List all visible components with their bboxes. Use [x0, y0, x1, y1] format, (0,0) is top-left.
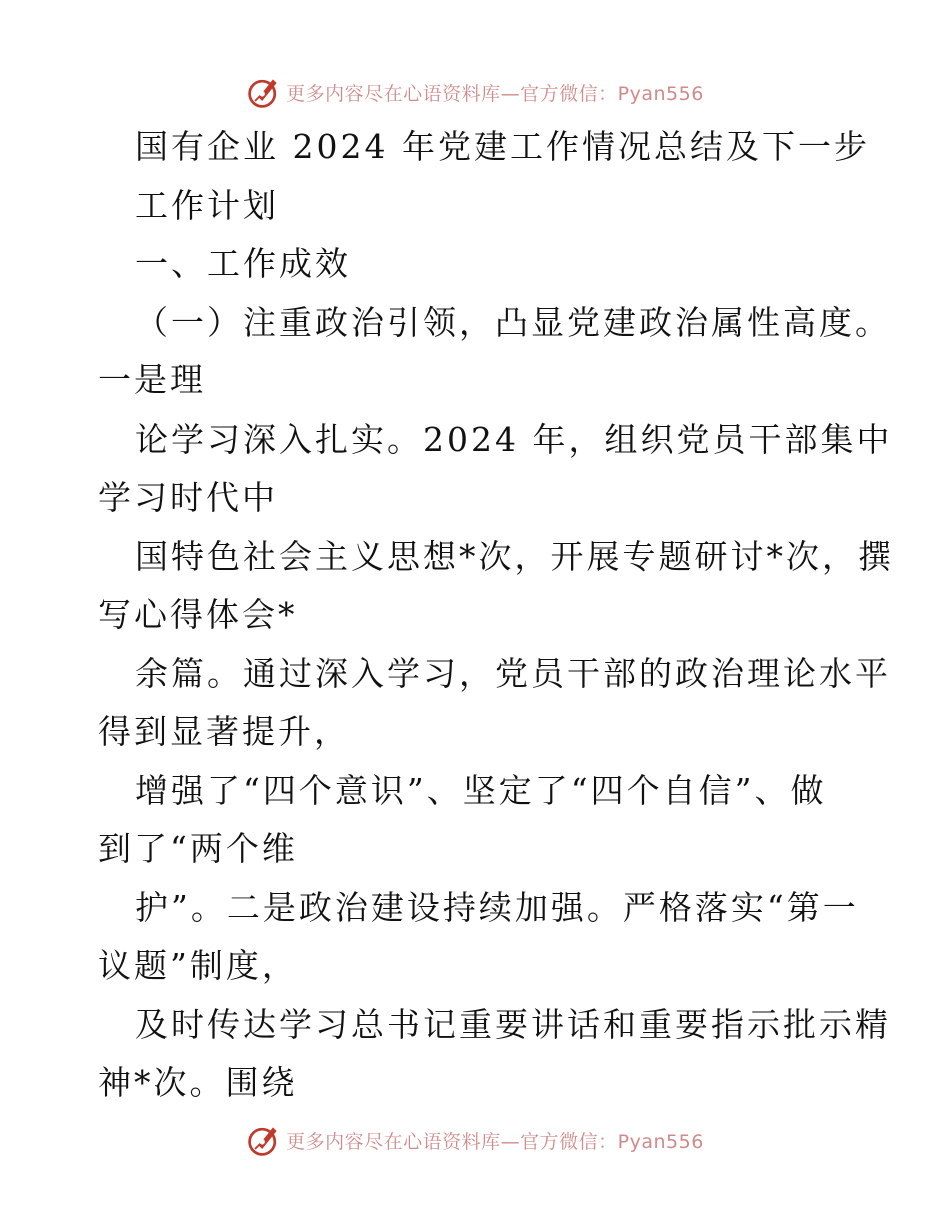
paragraph-line: 余篇。通过深入学习，党员干部的政治理论水平	[135, 654, 891, 693]
paragraph-line: 护”。二是政治建设持续加强。严格落实“第一	[135, 888, 859, 927]
watermark-text: 更多内容尽在心语资料库—官方微信：Pyan556	[286, 1130, 704, 1153]
paragraph-line: 学习时代中	[98, 478, 278, 517]
paragraph-line: 到了“两个维	[98, 829, 298, 868]
paragraph-line: 神*次。围绕	[98, 1063, 298, 1102]
paragraph-line: 得到显著提升，	[98, 712, 350, 751]
wechat-id: Pyan556	[617, 1130, 704, 1153]
pen-logo-icon	[246, 74, 282, 110]
paragraph-line: 国特色社会主义思想*次，开展专题研讨*次，撰	[135, 537, 894, 576]
paragraph-line: 论学习深入扎实。2024 年，组织党员干部集中	[135, 420, 893, 459]
document-title-line-1: 国有企业 2024 年党建工作情况总结及下一步	[135, 127, 870, 166]
paragraph-line: 及时传达学习总书记重要讲话和重要指示批示精	[135, 1005, 891, 1044]
header-watermark	[0, 70, 950, 114]
paragraph-line: 增强了“四个意识”、坚定了“四个自信”、做	[135, 771, 827, 810]
document-title-line-2: 工作计划	[135, 186, 279, 225]
watermark-text: 更多内容尽在心语资料库—官方微信：Pyan556	[286, 82, 704, 105]
subsection-heading: （一）注重政治引领，凸显党建政治属性高度。	[135, 303, 891, 342]
section-heading: 一、工作成效	[135, 244, 351, 283]
footer-watermark	[0, 1118, 950, 1162]
paragraph-line: 写心得体会*	[98, 595, 298, 634]
paragraph-line: 议题”制度，	[98, 946, 298, 985]
pen-logo-icon	[246, 1122, 282, 1158]
paragraph-line: 一是理	[98, 360, 206, 399]
wechat-id: Pyan556	[617, 82, 704, 105]
